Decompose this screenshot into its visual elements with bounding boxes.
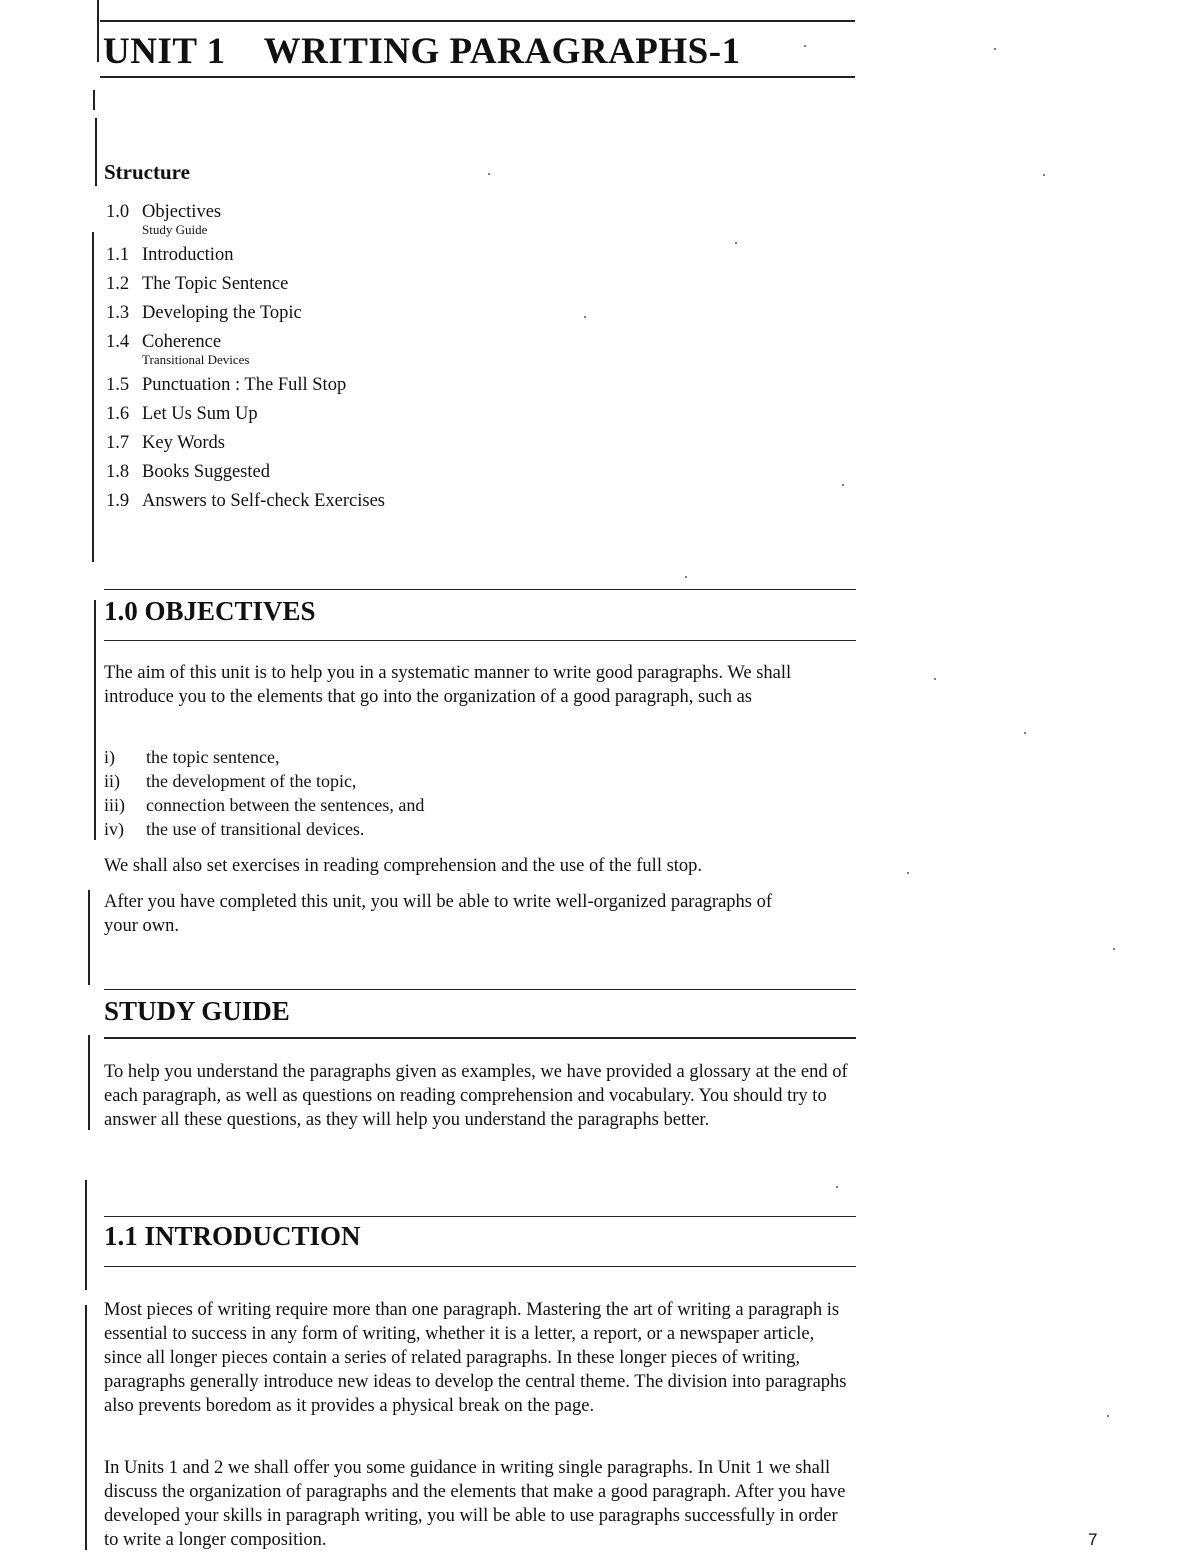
toc-item: 1.3 Developing the Topic bbox=[106, 303, 302, 323]
toc-item: 1.4 Coherence Transitional Devices bbox=[106, 332, 385, 367]
toc-subitem: Transitional Devices bbox=[142, 352, 250, 367]
toc-item: 1.9 Answers to Self-check Exercises bbox=[106, 491, 385, 511]
list-item: ii) the development of the topic, bbox=[104, 771, 357, 791]
objectives-heading: 1.0 OBJECTIVES bbox=[104, 596, 316, 626]
scan-speck bbox=[1107, 1415, 1109, 1417]
margin-bar bbox=[95, 118, 97, 186]
toc-item: 1.7 Key Words bbox=[106, 433, 225, 453]
margin-bar bbox=[94, 600, 96, 840]
structure-list bbox=[106, 202, 385, 511]
toc-item: 1.5 Punctuation : The Full Stop bbox=[106, 375, 347, 395]
scan-speck bbox=[842, 484, 844, 486]
scan-speck bbox=[994, 48, 996, 50]
introduction-paragraph: Most pieces of writing require more than one paragraph. Mastering the art of writing a paragraph is essential to success in any form of writing, whether it is a letter, a report, or a newspaper article, since all longer pieces contain a series of related paragraphs. In these longer pieces of writing, paragraphs generally introduce new ideas to develop the central theme. The division into paragraphs also prevents boredom as it provides a physical break on the page. bbox=[104, 1300, 847, 1416]
unit-number: UNIT 1 bbox=[103, 31, 226, 72]
toc-subitem: Study Guide bbox=[142, 222, 208, 237]
scan-speck bbox=[907, 872, 909, 874]
margin-bar bbox=[93, 90, 95, 110]
section-bottom-rule bbox=[104, 1266, 856, 1267]
study-guide-text: To help you understand the paragraphs given as examples, we have provided a glossary at the end of each paragraph, as well as questions on reading comprehension and vocabulary. You should try to answer all these questions, as they will help you understand the paragraphs better. bbox=[104, 1062, 848, 1130]
toc-item: 1.2 The Topic Sentence bbox=[106, 274, 289, 294]
scan-speck bbox=[488, 173, 490, 175]
introduction-paragraph: In Units 1 and 2 we shall offer you some guidance in writing single paragraphs. In Unit 1 we shall discuss the organization of paragraphs and the elements that make a good paragraph. After you have developed your skills in paragraph writing, you will be able to use paragraphs successfully in order to write a longer composition. bbox=[104, 1458, 846, 1550]
list-item: iii) connection between the sentences, and bbox=[104, 795, 425, 815]
scan-speck bbox=[1043, 174, 1045, 176]
margin-bar bbox=[92, 232, 94, 562]
scan-speck bbox=[804, 45, 806, 47]
scan-speck bbox=[685, 576, 687, 578]
scan-speck bbox=[1113, 948, 1115, 950]
scan-speck bbox=[836, 1186, 838, 1188]
section-top-rule bbox=[104, 989, 856, 990]
objectives-list bbox=[104, 745, 424, 841]
unit-name: WRITING PARAGRAPHS-1 bbox=[263, 31, 741, 72]
toc-item: 1.0 Objectives Study Guide bbox=[106, 202, 385, 237]
objectives-paragraph: After you have completed this unit, you will be able to write well-organized paragraphs of your own. bbox=[104, 892, 773, 936]
scan-speck bbox=[584, 316, 586, 318]
introduction-heading: 1.1 INTRODUCTION bbox=[104, 1221, 361, 1251]
scan-speck bbox=[934, 678, 936, 680]
section-top-rule bbox=[104, 1216, 856, 1217]
study-guide-heading: STUDY GUIDE bbox=[104, 996, 290, 1026]
objectives-paragraph: We shall also set exercises in reading comprehension and the use of the full stop. bbox=[104, 856, 703, 876]
margin-bar bbox=[85, 1305, 87, 1550]
page-number: 7 bbox=[1088, 1530, 1098, 1549]
section-bottom-rule bbox=[104, 640, 856, 641]
margin-bar bbox=[85, 1180, 87, 1290]
margin-bar bbox=[88, 890, 90, 985]
toc-item: 1.1 Introduction bbox=[106, 245, 234, 265]
title-bottom-rule bbox=[100, 76, 855, 78]
toc-item: 1.8 Books Suggested bbox=[106, 462, 270, 482]
scan-speck bbox=[1024, 732, 1026, 734]
margin-bar bbox=[97, 0, 99, 62]
list-item: i) the topic sentence, bbox=[104, 747, 280, 767]
objectives-intro: The aim of this unit is to help you in a systematic manner to write good paragraphs. We shall introduce you to the elements that go into the organization of a good paragraph, such as bbox=[104, 663, 792, 707]
list-item: iv) the use of transitional devices. bbox=[104, 819, 365, 839]
toc-item: 1.6 Let Us Sum Up bbox=[106, 404, 258, 424]
scan-speck bbox=[735, 242, 737, 244]
section-top-rule bbox=[104, 589, 856, 590]
section-bottom-rule bbox=[104, 1037, 856, 1039]
title-top-rule bbox=[100, 20, 855, 22]
structure-heading: Structure bbox=[104, 160, 190, 184]
unit-title bbox=[103, 30, 741, 73]
margin-bar bbox=[88, 1035, 90, 1130]
